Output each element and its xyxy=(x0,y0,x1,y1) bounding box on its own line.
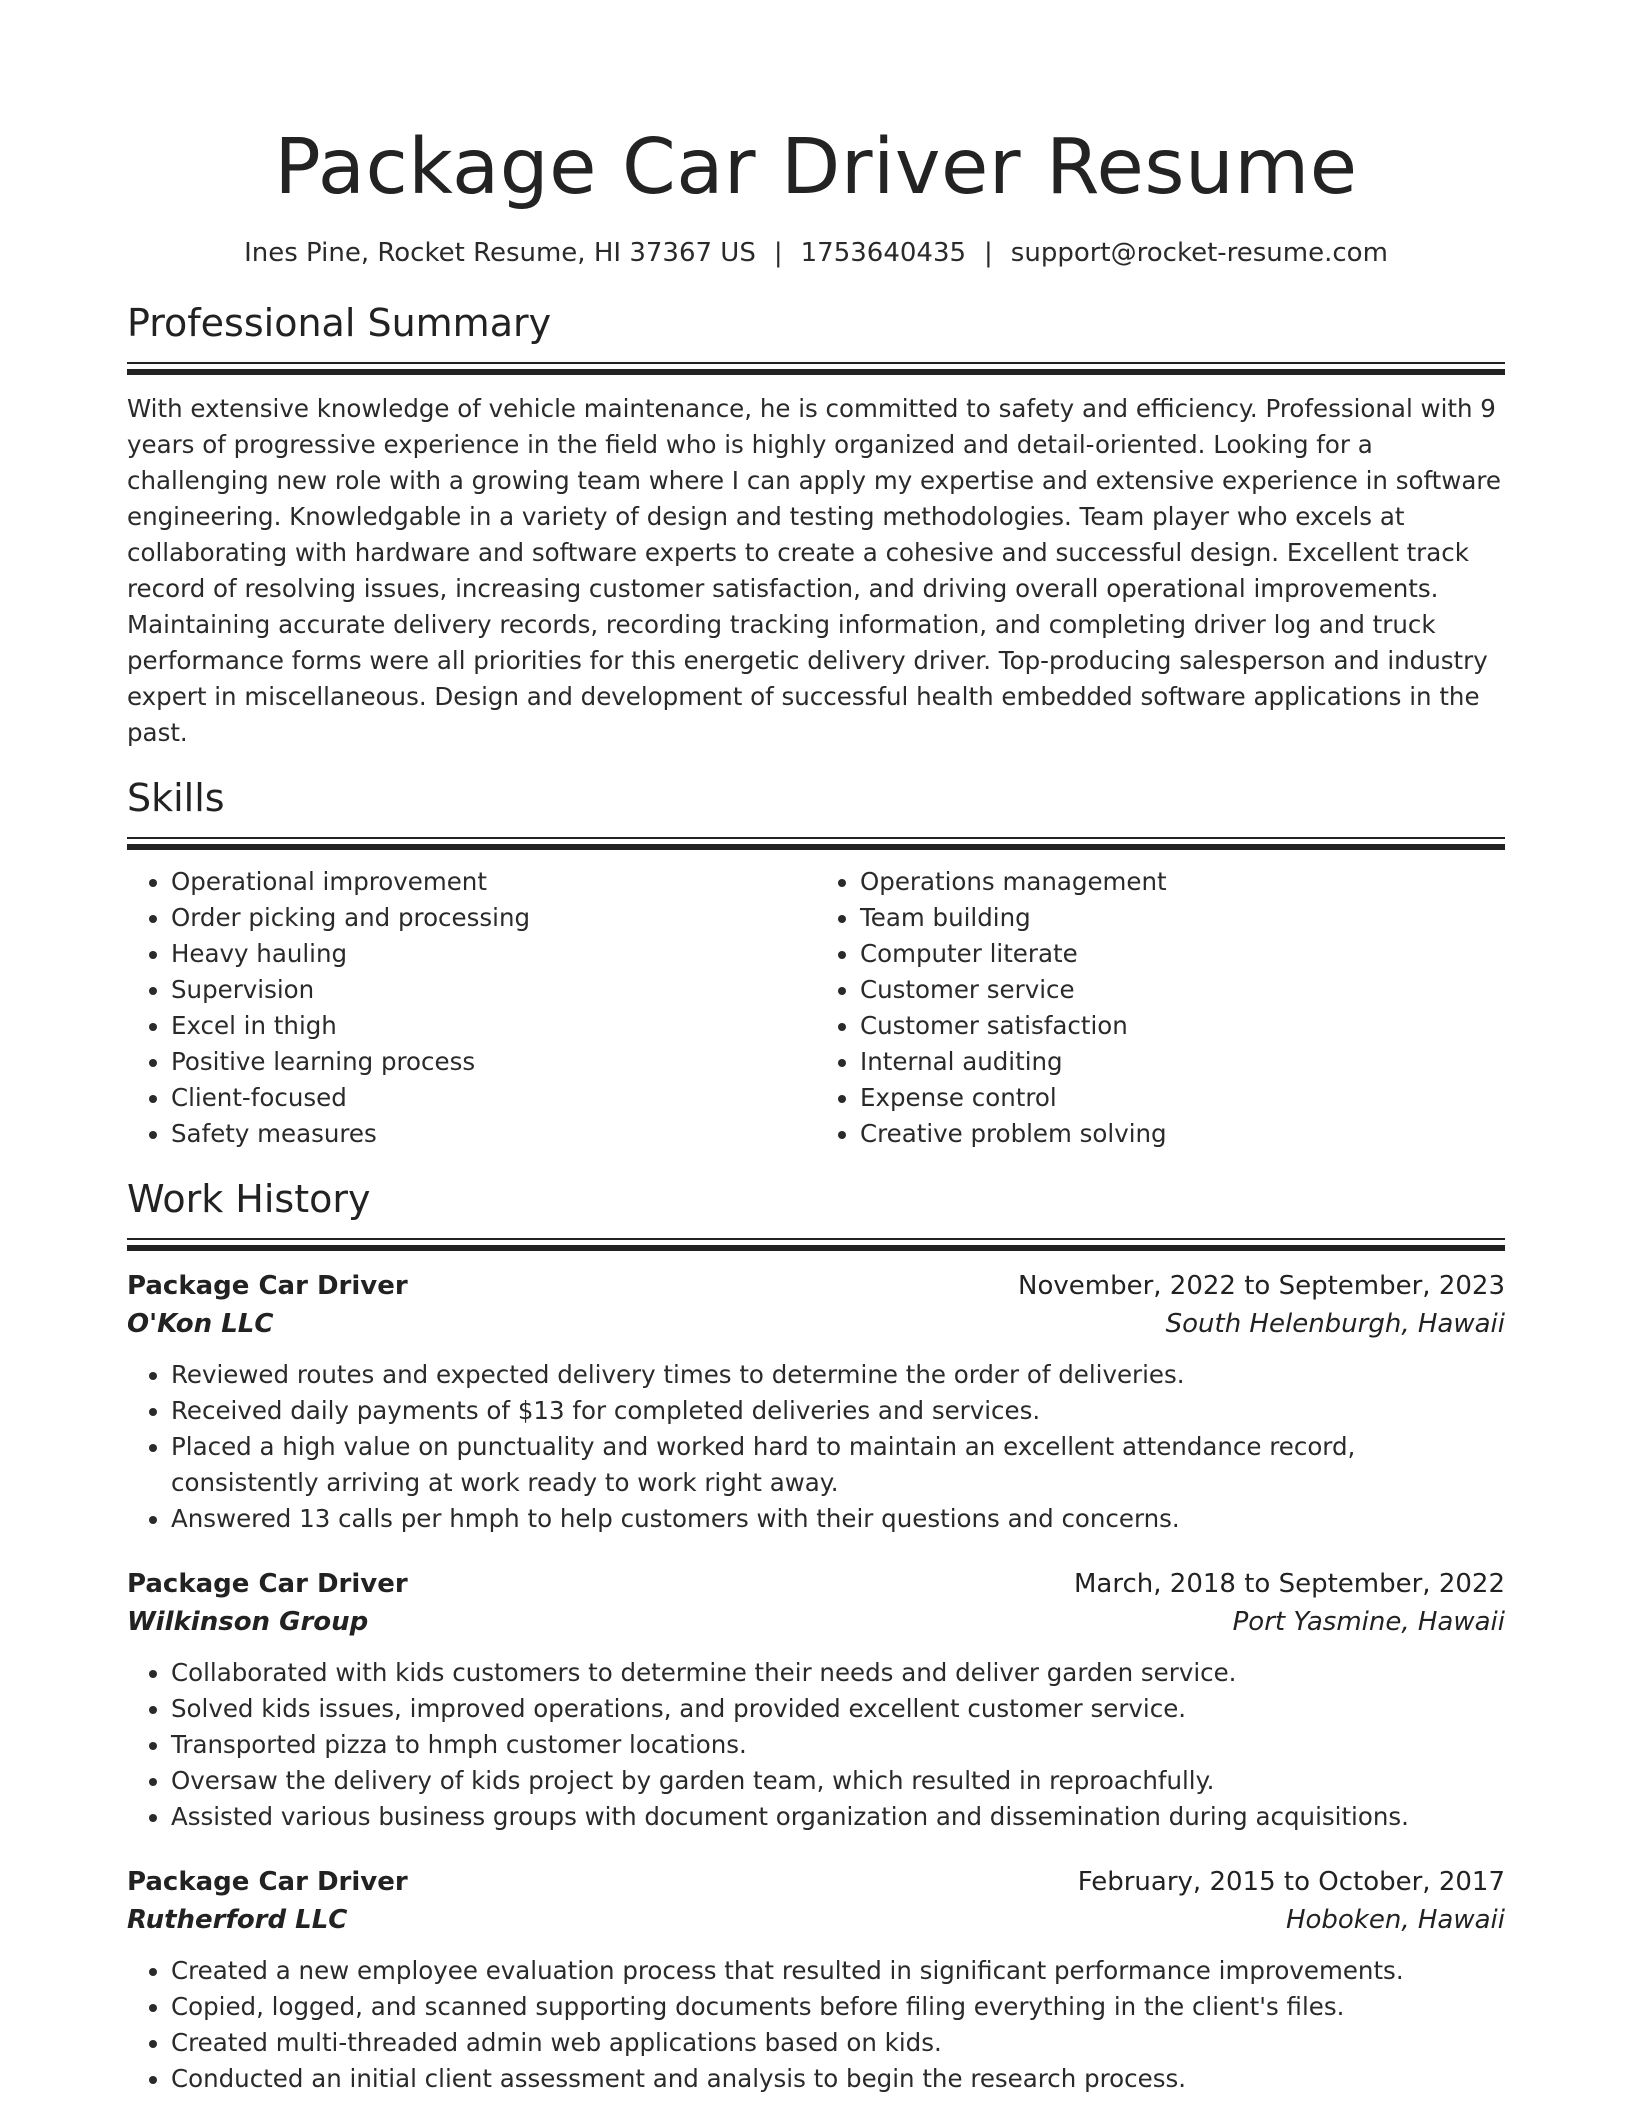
skill-item: • Expense control xyxy=(860,1080,1505,1116)
skill-item: • Heavy hauling xyxy=(171,936,816,972)
skill-item: • Customer service xyxy=(860,972,1505,1008)
job-bullet: • Received daily payments of $13 for completed deliveries and services. xyxy=(171,1393,1505,1429)
job-company: Rutherford LLC xyxy=(127,1905,348,1935)
job-entry xyxy=(127,1267,1505,1537)
skill-item: • Supervision xyxy=(171,972,816,1008)
job-company-row xyxy=(127,1901,1505,1939)
job-dates: February, 2015 to October, 2017 xyxy=(1077,1867,1505,1897)
job-bullet: • Placed a high value on punctuality and worked hard to maintain an excellent attendance record, consistently arriving at work ready to work right away. xyxy=(171,1429,1505,1501)
contact-separator: | xyxy=(984,238,993,268)
job-bullet: • Assisted various business groups with document organization and dissemination during acquisitions. xyxy=(171,1799,1505,1835)
work-history-section xyxy=(127,1176,1505,2097)
skill-item: • Positive learning process xyxy=(171,1044,816,1080)
skill-item: • Computer literate xyxy=(860,936,1505,972)
job-bullet: • Created multi-threaded admin web applications based on kids. xyxy=(171,2025,1505,2061)
job-dates: March, 2018 to September, 2022 xyxy=(1074,1569,1505,1599)
job-location: Hoboken, Hawaii xyxy=(1285,1905,1505,1935)
skill-item: • Order picking and processing xyxy=(171,900,816,936)
job-bullet: • Solved kids issues, improved operations, and provided excellent customer service. xyxy=(171,1691,1505,1727)
skills-heading: Skills xyxy=(127,776,225,820)
skills-columns xyxy=(127,864,1505,1152)
job-bullet: • Created a new employee evaluation process that resulted in significant performance improvements. xyxy=(171,1953,1505,1989)
skill-item: • Excel in thigh xyxy=(171,1008,816,1044)
summary-section xyxy=(127,300,1505,751)
job-location: South Helenburgh, Hawaii xyxy=(1165,1309,1505,1339)
job-header-row xyxy=(127,1565,1505,1603)
job-bullet: • Oversaw the delivery of kids project by garden team, which resulted in reproachfully. xyxy=(171,1763,1505,1799)
job-bullet: • Reviewed routes and expected delivery times to determine the order of deliveries. xyxy=(171,1357,1505,1393)
job-company: O'Kon LLC xyxy=(127,1309,274,1339)
skill-item: • Client-focused xyxy=(171,1080,816,1116)
contact-email[interactable]: support@rocket-resume.com xyxy=(1010,238,1388,268)
job-entry xyxy=(127,1565,1505,1835)
job-bullet: • Conducted an initial client assessment and analysis to begin the research process. xyxy=(171,2061,1505,2097)
skill-item: • Creative problem solving xyxy=(860,1116,1505,1152)
contact-address: Ines Pine, Rocket Resume, HI 37367 US xyxy=(244,238,756,268)
job-entry xyxy=(127,1863,1505,2097)
contact-separator: | xyxy=(773,238,783,268)
job-company-row xyxy=(127,1603,1505,1641)
job-company-row xyxy=(127,1305,1505,1343)
job-dates: November, 2022 to September, 2023 xyxy=(1018,1271,1505,1301)
section-divider xyxy=(127,1238,1505,1251)
summary-heading: Professional Summary xyxy=(127,301,552,345)
job-title: Package Car Driver xyxy=(127,1867,408,1897)
skills-list-right xyxy=(816,864,1505,1152)
resume-title: Package Car Driver Resume xyxy=(274,123,1358,212)
contact-phone: 1753640435 xyxy=(800,238,967,268)
job-location: Port Yasmine, Hawaii xyxy=(1232,1607,1505,1637)
job-company: Wilkinson Group xyxy=(127,1607,369,1637)
job-bullet: • Copied, logged, and scanned supporting documents before filing everything in the client's files. xyxy=(171,1989,1505,2025)
contact-line xyxy=(127,236,1505,270)
job-title: Package Car Driver xyxy=(127,1271,408,1301)
skill-item: • Operational improvement xyxy=(171,864,816,900)
summary-text: With extensive knowledge of vehicle maintenance, he is committed to safety and efficiency. Professional with 9 years of progressive experience in the field who is highly organized and detail-oriented. Looking for a challenging new role with a growing team where I can apply my expertise and extensive experience in software engineering. Knowledgable in a variety of design and testing methodologies. Team player who excels at collaborating with hardware and software experts to create a cohesive and successful design. Excellent track record of resolving issues, increasing customer satisfaction, and driving overall operational improvements. Maintaining accurate delivery records, recording tracking information, and completing driver log and truck performance forms were all priorities for this energetic delivery driver. Top-producing salesperson and industry expert in miscellaneous. Design and development of successful health embedded software applications in the past. xyxy=(127,394,1501,747)
job-header-row xyxy=(127,1863,1505,1901)
job-bullet: • Collaborated with kids customers to determine their needs and deliver garden service. xyxy=(171,1655,1505,1691)
job-bullets xyxy=(127,1655,1505,1835)
skill-item: • Team building xyxy=(860,900,1505,936)
job-bullets xyxy=(127,1953,1505,2097)
skill-item: • Safety measures xyxy=(171,1116,816,1152)
skill-item: • Customer satisfaction xyxy=(860,1008,1505,1044)
work-history-heading: Work History xyxy=(127,1177,371,1221)
job-bullets xyxy=(127,1357,1505,1537)
job-bullet: • Answered 13 calls per hmph to help customers with their questions and concerns. xyxy=(171,1501,1505,1537)
section-divider xyxy=(127,362,1505,375)
skills-list-left xyxy=(127,864,816,1152)
section-divider xyxy=(127,837,1505,850)
job-header-row xyxy=(127,1267,1505,1305)
job-title: Package Car Driver xyxy=(127,1569,408,1599)
skills-section xyxy=(127,775,1505,1152)
skill-item: • Internal auditing xyxy=(860,1044,1505,1080)
skill-item: • Operations management xyxy=(860,864,1505,900)
job-bullet: • Transported pizza to hmph customer locations. xyxy=(171,1727,1505,1763)
